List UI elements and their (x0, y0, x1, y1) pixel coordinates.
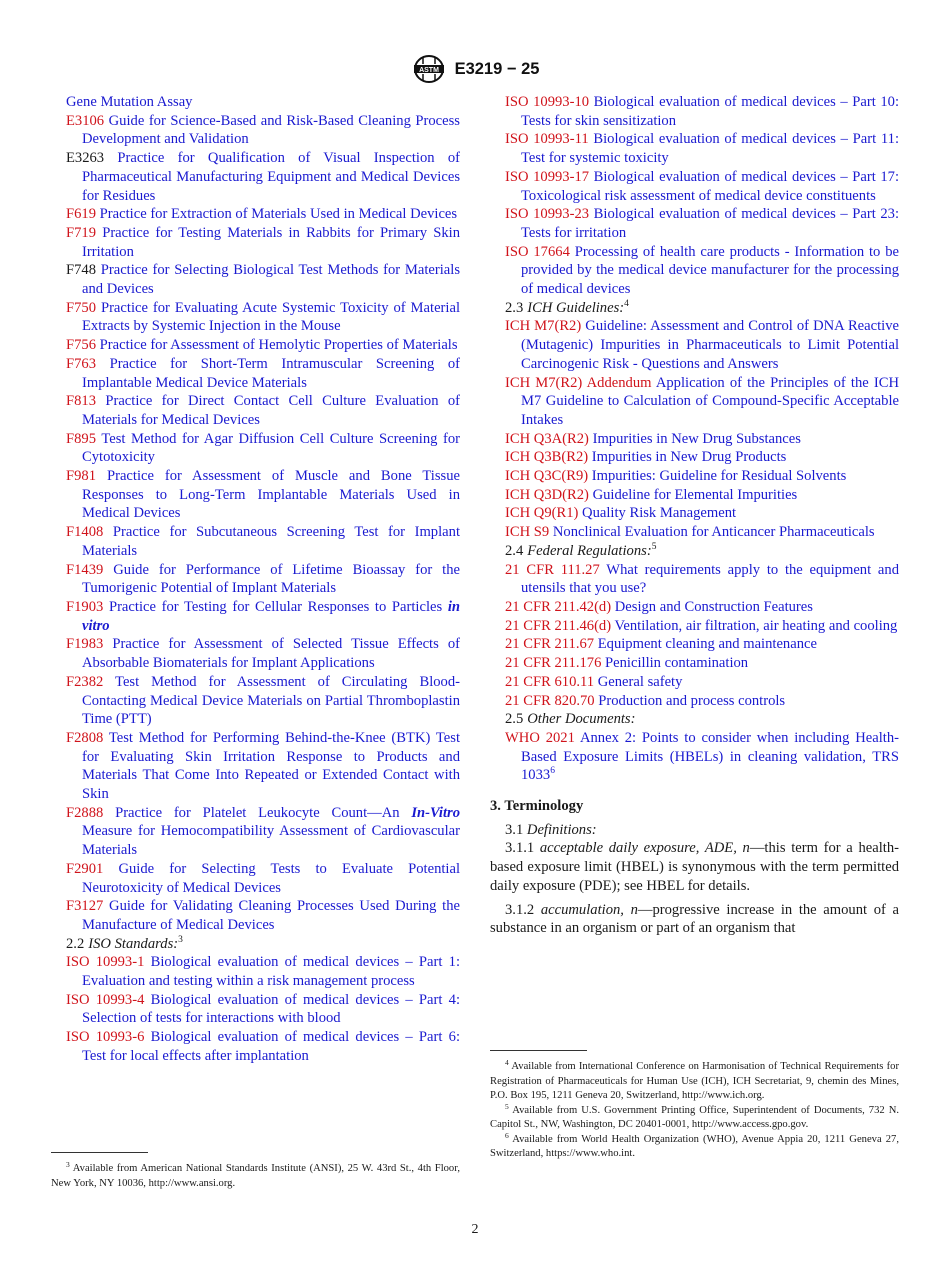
iso-reference-list-continued (505, 93, 899, 299)
document-id: E3219 − 25 (454, 59, 540, 78)
reference-title[interactable]: Biological evaluation of medical devices – Part 23: Tests for irritation (521, 206, 899, 241)
reference-item[interactable] (66, 149, 460, 205)
reference-title[interactable]: Design and Construction Features (614, 598, 813, 615)
reference-title[interactable]: Impurities in New Drug Substances (592, 430, 801, 447)
reference-code[interactable]: 21 CFR 820.70 (505, 692, 595, 709)
reference-code[interactable]: ISO 10993-11 (505, 131, 589, 148)
reference-item[interactable] (66, 355, 460, 392)
reference-code[interactable]: ISO 10993-1 (66, 954, 145, 971)
federal-reference-list (505, 561, 899, 711)
reference-code[interactable]: ISO 10993-6 (66, 1029, 145, 1046)
reference-title[interactable]: Biological evaluation of medical devices – Part 6: Test for local effects after implantation (82, 1029, 461, 1064)
reference-item[interactable] (66, 953, 460, 990)
definition-accumulation: 3.1.2 accumulation, n—progressive increase in the amount of a substance in an organism or part of an organism that (490, 901, 899, 937)
reference-title[interactable]: Test Method for Performing Behind-the-Knee (BTK) Test for Evaluating Skin Irritation Response to Products and Materials That Come Into Repeated or Extended Contact with Skin (82, 729, 460, 803)
reference-code[interactable]: ISO 10993-17 (505, 168, 590, 185)
reference-item[interactable] (66, 561, 460, 598)
reference-title-emphasis: In-Vitro (411, 804, 461, 821)
reference-code[interactable]: ICH S9 (505, 524, 550, 541)
reference-item[interactable] (66, 336, 460, 355)
federal-section-heading: 2.4 Federal Regulations:$^5$ (505, 541, 657, 559)
reference-item[interactable] (66, 523, 460, 560)
reference-code[interactable]: F619 (66, 206, 97, 223)
iso-section-heading: 2.2 ISO Standards:$^3$ (66, 934, 183, 952)
reference-item[interactable] (505, 130, 899, 167)
reference-title[interactable]: Annex 2: Points to consider when including Health-Based Exposure Limits (HBELs) in cleaning validation, TRS 1033 (521, 729, 899, 784)
reference-code[interactable]: F2382 (66, 673, 104, 690)
reference-title[interactable]: Practice for Extraction of Materials Used in Medical Devices (99, 206, 458, 223)
left-column (66, 93, 460, 1066)
reference-title-continued[interactable]: Measure for Hemocompatibility Assessment of Cardiovascular Materials (82, 823, 460, 859)
reference-title[interactable]: Impurities: Guideline for Residual Solvents (591, 468, 847, 485)
reference-title[interactable]: Quality Risk Management (582, 505, 737, 522)
reference-item[interactable] (505, 617, 899, 636)
reference-title-emphasis: in vitro (82, 598, 460, 634)
reference-title[interactable]: Guide for Selecting Tests to Evaluate Potential Neurotoxicity of Medical Devices (82, 860, 461, 896)
reference-title[interactable]: Practice for Evaluating Acute Systemic Toxicity of Material Extracts by Systemic Injection in the Mouse (82, 299, 460, 335)
reference-code[interactable]: F719 (66, 224, 97, 241)
reference-code[interactable]: F981 (66, 468, 97, 485)
reference-code[interactable]: WHO 2021 (505, 729, 575, 746)
reference-item[interactable] (66, 205, 460, 224)
svg-text:ASTM: ASTM (418, 66, 439, 74)
reference-item[interactable] (505, 692, 899, 711)
reference-code[interactable]: F2808 (66, 729, 104, 746)
reference-item[interactable] (505, 430, 899, 449)
reference-item[interactable] (66, 224, 460, 261)
reference-item[interactable] (505, 504, 899, 523)
reference-title[interactable]: Biological evaluation of medical devices – Part 11: Test for systemic toxicity (521, 131, 900, 167)
footnote-divider-left (51, 1152, 148, 1153)
reference-code[interactable]: 21 CFR 211.42(d) (505, 598, 612, 615)
reference-code[interactable]: F756 (66, 337, 97, 354)
reference-code[interactable]: E3106 (66, 112, 105, 129)
astm-reference-list (66, 93, 460, 935)
reference-code[interactable]: ICH Q9(R1) (505, 505, 579, 522)
footnote-marker: 6 (550, 766, 555, 777)
reference-code[interactable]: F895 (66, 430, 97, 447)
reference-code[interactable]: F1983 (66, 636, 104, 653)
reference-code[interactable]: ICH Q3C(R9) (505, 468, 589, 485)
reference-code[interactable]: 21 CFR 111.27 (505, 561, 600, 578)
reference-title[interactable]: Biological evaluation of medical devices – Part 10: Tests for skin sensitization (521, 94, 899, 129)
reference-code[interactable]: ISO 10993-10 (505, 94, 590, 110)
reference-item[interactable] (66, 635, 460, 672)
reference-title[interactable]: Biological evaluation of medical devices – Part 4: Selection of tests for interactions with blood (82, 991, 461, 1027)
reference-item[interactable] (66, 991, 460, 1028)
reference-title[interactable]: Ventilation, air filtration, air heating and cooling (614, 617, 898, 634)
reference-item[interactable] (505, 205, 899, 242)
reference-title[interactable]: Biological evaluation of medical devices – Part 1: Evaluation and testing within a risk management process (82, 954, 461, 990)
reference-code[interactable]: F2888 (66, 804, 104, 821)
reference-item[interactable] (66, 467, 460, 523)
reference-item[interactable] (505, 243, 899, 299)
reference-item[interactable] (66, 1028, 460, 1065)
terminology-heading: 3. Terminology (490, 798, 584, 815)
reference-title[interactable]: Penicillin contamination (605, 655, 749, 672)
reference-title[interactable]: Guideline: Assessment and Control of DNA Reactive (Mutagenic) Impurities in Pharmaceuticals to Limit Potential Carcinogenic Risk - Questions and Answers (521, 318, 899, 372)
reference-item[interactable] (66, 299, 460, 336)
definition-ade: 3.1.1 acceptable daily exposure, ADE, n—this term for a health-based exposure limit (HBEL) is synonymous with the term permitted daily exposure (PDE); see HBEL for details. (490, 840, 899, 894)
reference-item[interactable] (66, 261, 460, 298)
reference-code[interactable]: F748 (66, 262, 97, 279)
reference-title[interactable]: Equipment cleaning and maintenance (597, 636, 817, 653)
reference-title[interactable]: Test Method for Agar Diffusion Cell Culture Screening for Cytotoxicity (82, 430, 461, 466)
reference-item[interactable] (505, 654, 899, 673)
reference-item[interactable] (505, 93, 899, 130)
reference-item[interactable] (66, 112, 460, 149)
reference-item[interactable] (505, 317, 899, 373)
reference-code[interactable]: F1408 (66, 524, 104, 541)
reference-code[interactable]: F763 (66, 355, 97, 372)
reference-title[interactable]: Practice for Assessment of Hemolytic Properties of Materials (99, 337, 458, 354)
reference-title[interactable]: Guide for Science-Based and Risk-Based Cleaning Process Development and Validation (82, 112, 460, 148)
reference-title[interactable]: Application of the Principles of the ICH M7 Guideline to Calculation of Compound-Specific Acceptable Intakes (521, 374, 900, 428)
right-column (490, 93, 900, 938)
reference-item[interactable] (505, 635, 899, 654)
reference-code[interactable]: ICH Q3B(R2) (505, 449, 589, 466)
reference-code[interactable]: E3263 (66, 150, 105, 167)
reference-title[interactable]: Practice for Assessment of Selected Tissue Effects of Absorbable Biomaterials for Implant Applications (82, 636, 460, 672)
reference-item[interactable] (505, 673, 899, 692)
reference-title[interactable]: Nonclinical Evaluation for Anticancer Pharmaceuticals (552, 524, 875, 541)
reference-title[interactable]: Practice for Assessment of Muscle and Bone Tissue Responses to Long-Term Implantable Materials Used in Medical Devices (82, 468, 460, 522)
reference-code[interactable]: F813 (66, 393, 97, 410)
reference-title[interactable]: Processing of health care products - Information to be provided by the medical device manufacturer for the processing of medical devices (521, 243, 899, 298)
reference-item[interactable] (505, 729, 899, 785)
reference-title[interactable]: Practice for Subcutaneous Screening Test for Implant Materials (82, 524, 460, 559)
definitions-subheading: 3.1 Definitions: (505, 821, 597, 838)
reference-item[interactable] (66, 598, 460, 635)
reference-title[interactable]: General safety (597, 673, 683, 690)
reference-title[interactable]: Guideline for Elemental Impurities (592, 486, 798, 503)
reference-item[interactable] (66, 860, 460, 897)
astm-logo-icon (411, 54, 447, 84)
reference-code[interactable]: 21 CFR 211.67 (505, 636, 595, 653)
footnote-5: $^5$ Available from U.S. Government Printing Office, Superintendent of Documents, 732 N. Capitol St., NW, Washington, DC 20401-0001, http://www.access.gpo.gov. (490, 1101, 899, 1130)
reference-title[interactable]: Production and process controls (598, 692, 786, 709)
iso-reference-list (66, 953, 460, 1065)
reference-item[interactable] (505, 448, 899, 467)
reference-code[interactable]: F1903 (66, 598, 104, 615)
reference-code[interactable]: 21 CFR 610.11 (505, 673, 595, 690)
reference-item[interactable] (505, 598, 899, 617)
footnote-4: $^4$ Available from International Conference on Harmonisation of Technical Requirements for Registration of Pharmaceuticals for Human Use (ICH), ICH Secretariat, 9, chemin des Mines, P.O. Box 195, 1211 Geneva 20, Switzerland, http://www.ich.org. (490, 1058, 899, 1101)
reference-code[interactable]: ICH Q3D(R2) (505, 486, 589, 503)
footnotes-right (490, 1060, 899, 1162)
ich-section-heading: 2.3 ICH Guidelines:$^4$ (505, 298, 629, 316)
reference-code[interactable]: ICH Q3A(R2) (505, 430, 589, 447)
reference-title[interactable]: Impurities in New Drug Products (591, 449, 787, 466)
reference-item[interactable] (66, 729, 460, 804)
reference-code[interactable]: F2901 (66, 860, 104, 877)
reference-item[interactable] (66, 93, 460, 112)
reference-item[interactable] (66, 673, 460, 729)
reference-code[interactable]: ISO 10993-4 (66, 991, 145, 1008)
reference-item[interactable] (505, 486, 899, 505)
reference-item[interactable] (505, 168, 899, 205)
ich-reference-list (505, 317, 899, 541)
reference-title[interactable]: Gene Mutation Assay (66, 94, 193, 110)
reference-code[interactable]: ICH M7(R2) Addendum (505, 374, 652, 391)
reference-title[interactable]: Practice for Testing for Cellular Responses to Particles (108, 598, 443, 615)
page-number: 2 (471, 1222, 479, 1237)
reference-item[interactable] (66, 804, 460, 860)
reference-code[interactable]: 21 CFR 211.176 (505, 655, 602, 672)
reference-title[interactable]: Practice for Qualification of Visual Inspection of Pharmaceutical Manufacturing Equipment and Medical Devices for Residues (82, 150, 460, 204)
reference-code[interactable]: 21 CFR 211.46(d) (505, 617, 612, 634)
footnote-6: $^6$ Available from World Health Organization (WHO), Avenue Appia 20, 1211 Geneva 27, Switzerland, https://www.who.int. (490, 1130, 899, 1159)
footnote-3: $^3$ Available from American National Standards Institute (ANSI), 25 W. 43rd St., 4th Floor, New York, NY 10036, http://www.ansi.org. (51, 1160, 460, 1189)
reference-code[interactable]: F3127 (66, 898, 104, 915)
reference-code[interactable]: ISO 10993-23 (505, 206, 590, 223)
reference-item[interactable] (505, 374, 899, 430)
reference-title[interactable]: What requirements apply to the equipment and utensils that you use? (521, 561, 899, 597)
reference-code[interactable]: ISO 17664 (505, 243, 570, 260)
reference-title[interactable]: Guide for Performance of Lifetime Bioassay for the Tumorigenic Potential of Implant Materials (82, 561, 460, 597)
reference-title[interactable]: Test Method for Assessment of Circulating Blood-Contacting Medical Device Materials on Partial Thromboplastin Time (PTT) (82, 673, 460, 728)
page-header (0, 56, 950, 82)
reference-item[interactable] (66, 430, 460, 467)
reference-title[interactable]: Practice for Selecting Biological Test Methods for Materials and Devices (82, 262, 460, 298)
reference-title[interactable]: Guide for Validating Cleaning Processes Used During the Manufacture of Medical Devices (82, 898, 460, 933)
reference-code[interactable]: F750 (66, 299, 97, 316)
reference-item[interactable] (505, 523, 899, 542)
reference-item[interactable] (505, 467, 899, 486)
footnote-divider-right (490, 1050, 587, 1051)
reference-code[interactable]: F1439 (66, 561, 104, 578)
other-reference-list (505, 729, 899, 785)
reference-item[interactable] (66, 897, 460, 934)
reference-code[interactable]: ICH M7(R2) (505, 318, 582, 335)
reference-item[interactable] (66, 392, 460, 429)
reference-title[interactable]: Practice for Direct Contact Cell Culture Evaluation of Materials for Medical Devices (82, 393, 460, 428)
reference-item[interactable] (505, 561, 899, 598)
reference-title[interactable]: Practice for Short-Term Intramuscular Screening of Implantable Medical Device Materials (82, 355, 460, 391)
reference-title[interactable]: Practice for Platelet Leukocyte Count—An (115, 804, 400, 821)
reference-title[interactable]: Practice for Testing Materials in Rabbits for Primary Skin Irritation (82, 224, 460, 260)
other-documents-section-heading: 2.5 Other Documents: (505, 711, 636, 728)
reference-title[interactable]: Biological evaluation of medical devices – Part 17: Toxicological risk assessment of medical device constituents (521, 168, 899, 204)
